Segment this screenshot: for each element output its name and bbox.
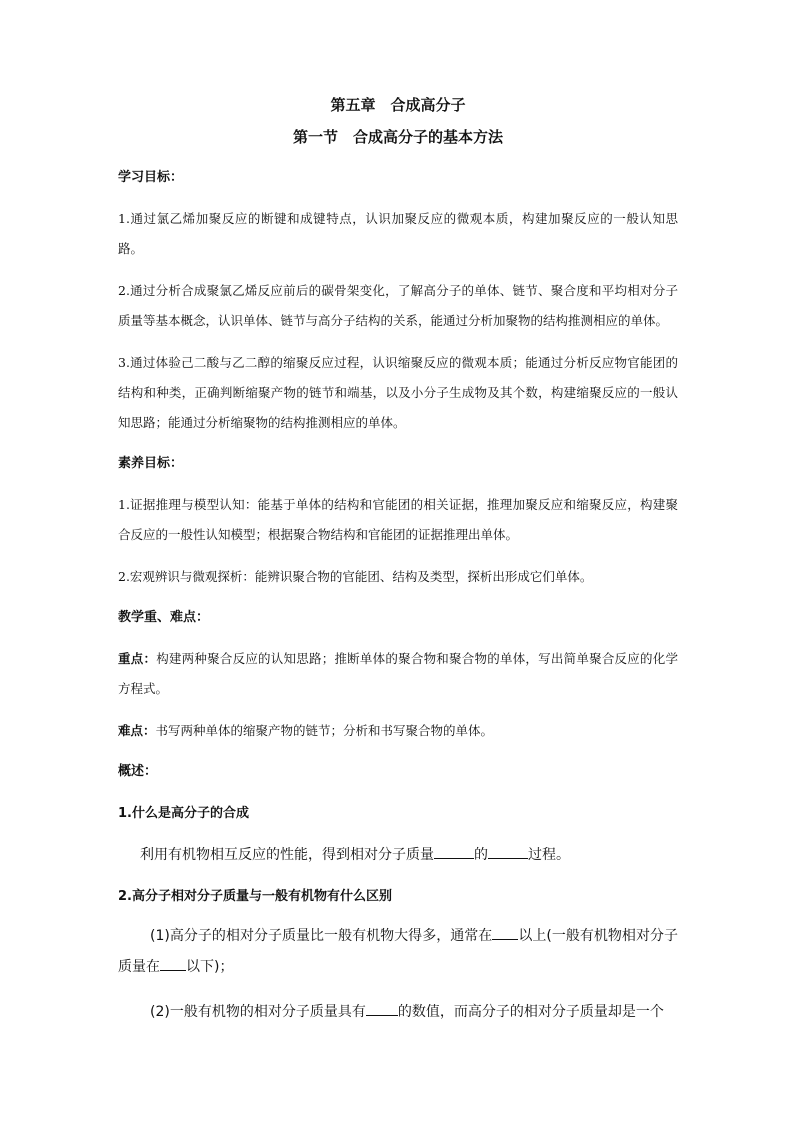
- answer-1: [118, 840, 678, 871]
- question-1: 1.什么是高分子的合成: [118, 806, 249, 821]
- key-point-label: 重点：: [118, 651, 157, 666]
- answer-2-2-text-a: (2)一般有机物的相对分子质量具有: [150, 1004, 366, 1020]
- fill-blank[interactable]: [160, 956, 186, 971]
- hard-point-label: 难点：: [118, 723, 156, 738]
- question-2: 2.高分子相对分子质量与一般有机物有什么区别: [118, 889, 392, 904]
- fill-blank[interactable]: [434, 844, 474, 859]
- fill-blank[interactable]: [492, 925, 518, 940]
- objective-item-1: 1.通过氯乙烯加聚反应的断键和成键特点，认识加聚反应的微观本质，构建加聚反应的一般认知思路。: [118, 211, 678, 256]
- hard-point: [118, 716, 678, 746]
- answer-2-2: [118, 997, 678, 1028]
- answer-1-text-c: 过程。: [528, 847, 570, 863]
- objectives-heading: 学习目标：: [118, 170, 184, 185]
- objective-item-3: 3.通过体验己二酸与乙二醇的缩聚反应过程，认识缩聚反应的微观本质；能通过分析反应物官能团的结构和种类，正确判断缩聚产物的链节和端基，以及小分子生成物及其个数，构建缩聚反应的一般认知思路；能通过分析缩聚物的结构推测相应的单体。: [118, 355, 678, 430]
- chapter-title: 第五章 合成高分子: [330, 96, 466, 114]
- section-title: 第一节 合成高分子的基本方法: [292, 128, 503, 146]
- fill-blank[interactable]: [366, 1001, 398, 1016]
- answer-2-1-text-c: 以下)；: [186, 959, 234, 975]
- answer-1-text-a: 利用有机物相互反应的性能，得到相对分子质量: [140, 847, 434, 863]
- answer-2-1-text-a: (1)高分子的相对分子质量比一般有机物大得多，通常在: [150, 928, 493, 944]
- fill-blank[interactable]: [488, 844, 528, 859]
- key-point-text: 构建两种聚合反应的认知思路；推断单体的聚合物和聚合物的单体，写出简单聚合反应的化学方程式。: [118, 651, 678, 696]
- literacy-item-1: 1.证据推理与模型认知：能基于单体的结构和官能团的相关证据，推理加聚反应和缩聚反应，构建聚合反应的一般性认知模型；根据聚合物结构和官能团的证据推理出单体。: [118, 497, 678, 542]
- answer-2-2-text-b: 的数值，而高分子的相对分子质量却是一个: [397, 1004, 664, 1020]
- hard-point-text: 书写两种单体的缩聚产物的链节；分析和书写聚合物的单体。: [155, 723, 494, 738]
- literacy-heading: 素养目标：: [118, 456, 184, 471]
- answer-2-1-text-b: 以上(一般有机物相对分子质量在: [118, 928, 678, 975]
- document-content: [118, 92, 678, 1028]
- keypoints-heading: 教学重、难点：: [118, 610, 210, 625]
- answer-1-text-b: 的: [474, 847, 488, 863]
- key-point: [118, 644, 678, 704]
- objective-item-2: 2.通过分析合成聚氯乙烯反应前后的碳骨架变化，了解高分子的单体、链节、聚合度和平均相对分子质量等基本概念，认识单体、链节与高分子结构的关系，能通过分析加聚物的结构推测相应的单体。: [118, 283, 678, 328]
- answer-2-1: [118, 921, 678, 983]
- literacy-item-2: 2.宏观辨识与微观探析：能辨识聚合物的官能团、结构及类型，探析出形成它们单体。: [118, 569, 593, 584]
- overview-heading: 概述：: [118, 764, 158, 779]
